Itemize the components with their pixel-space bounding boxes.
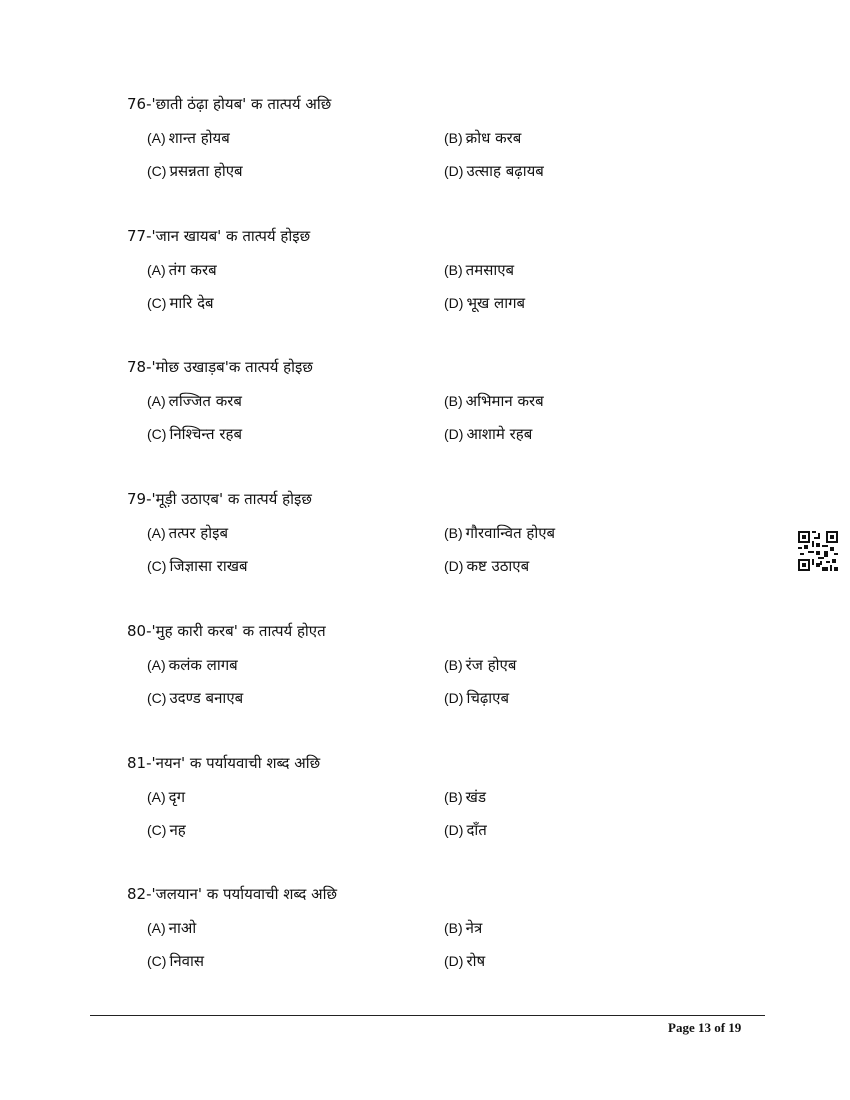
option-letter: (B): [444, 656, 463, 673]
option-text: निवास: [169, 952, 205, 971]
question-text: 82-'जलयान' क पर्यायवाची शब्द अछि: [127, 885, 338, 904]
option-text: कलंक लागब: [168, 655, 238, 674]
question-text: 76-'छाती ठंढ़ा होयब' क तात्पर्य अछि: [127, 95, 332, 113]
option-letter: (B): [444, 525, 463, 542]
option-text: मारि देब: [169, 293, 214, 312]
option-letter: (A): [147, 130, 166, 146]
option-text: क्रोध करब: [465, 129, 522, 147]
option-letter: (D): [444, 294, 464, 311]
option-a: [147, 655, 238, 675]
option-b: [444, 128, 521, 148]
option-d: [444, 951, 485, 971]
option-c: [147, 293, 214, 313]
option-text: खंड: [465, 787, 486, 806]
qr-code-icon: [798, 531, 838, 571]
option-letter: (D): [444, 689, 464, 706]
option-text: रंज होएब: [465, 655, 517, 674]
option-c: [147, 424, 242, 444]
option-d: [444, 293, 525, 313]
option-letter: (A): [147, 525, 166, 542]
question-text: 81-'नयन' क पर्यायवाची शब्द अछि: [127, 753, 321, 772]
option-text: आशामे रहब: [466, 425, 533, 444]
option-text: गौरवान्वित होएब: [465, 524, 556, 543]
option-text: दाँत: [466, 820, 487, 839]
option-text: कष्ट उठाएब: [466, 557, 530, 576]
option-text: निश्चिन्त रहब: [169, 425, 243, 444]
option-text: प्रसन्नता होएब: [169, 162, 243, 180]
option-letter: (A): [147, 393, 166, 410]
option-letter: (C): [147, 821, 167, 838]
option-letter: (C): [147, 163, 167, 179]
option-letter: (B): [444, 130, 463, 146]
option-text: भूख लागब: [466, 293, 526, 312]
option-text: तंग करब: [168, 260, 217, 279]
option-c: [147, 688, 243, 708]
option-text: दृग: [168, 787, 186, 806]
option-letter: (D): [444, 558, 464, 575]
option-b: [444, 655, 516, 675]
option-text: जिज्ञासा राखब: [169, 557, 248, 576]
option-letter: (D): [444, 163, 464, 179]
option-a: [147, 523, 228, 543]
option-a: [147, 787, 185, 807]
option-letter: (C): [147, 294, 167, 311]
question-text: 79-'मूड़ी उठाएब' क तात्पर्य होइछ: [127, 490, 312, 509]
option-letter: (D): [444, 821, 464, 838]
question-text: 77-'जान खायब' क तात्पर्य होइछ: [127, 226, 311, 245]
question-text: 80-'मुह कारी करब' क तात्पर्य होएत: [127, 621, 326, 640]
option-c: [147, 951, 204, 971]
option-letter: (A): [147, 788, 166, 805]
option-text: शान्त होयब: [168, 129, 230, 147]
footer-divider: [90, 1015, 765, 1016]
option-a: [147, 260, 217, 280]
option-text: तमसाएब: [465, 260, 515, 279]
option-d: [444, 556, 529, 576]
option-letter: (C): [147, 558, 167, 575]
option-d: [444, 161, 544, 181]
option-text: तत्पर होइब: [168, 524, 229, 543]
option-letter: (B): [444, 261, 463, 278]
option-letter: (B): [444, 393, 463, 410]
question-text: 78-'मोछ उखाड़ब'क तात्पर्य होइछ: [127, 358, 313, 377]
option-b: [444, 523, 555, 543]
option-text: उत्साह बढ़ायब: [466, 162, 544, 180]
option-b: [444, 260, 514, 280]
option-letter: (A): [147, 656, 166, 673]
option-text: रोष: [466, 952, 486, 971]
option-text: उदण्ड बनाएब: [169, 688, 244, 707]
option-c: [147, 161, 243, 181]
option-c: [147, 820, 186, 840]
option-d: [444, 820, 487, 840]
page-number: Page 13 of 19: [668, 1020, 742, 1035]
option-b: [444, 787, 486, 807]
option-text: नाओ: [168, 919, 197, 938]
option-text: लज्जित करब: [168, 392, 242, 411]
option-b: [444, 391, 544, 411]
option-letter: (D): [444, 426, 464, 443]
option-letter: (D): [444, 953, 464, 970]
option-d: [444, 688, 509, 708]
option-b: [444, 918, 482, 938]
option-letter: (B): [444, 788, 463, 805]
option-a: [147, 391, 242, 411]
option-d: [444, 424, 532, 444]
option-c: [147, 556, 248, 576]
option-text: चिढ़ाएब: [466, 688, 510, 707]
option-letter: (A): [147, 261, 166, 278]
option-text: नह: [169, 820, 186, 839]
option-text: नेत्र: [465, 919, 483, 938]
option-text: अभिमान करब: [465, 392, 544, 411]
option-letter: (C): [147, 426, 167, 443]
option-letter: (C): [147, 953, 167, 970]
option-letter: (A): [147, 920, 166, 937]
option-a: [147, 128, 230, 148]
option-a: [147, 918, 196, 938]
option-letter: (B): [444, 920, 463, 937]
option-letter: (C): [147, 689, 167, 706]
